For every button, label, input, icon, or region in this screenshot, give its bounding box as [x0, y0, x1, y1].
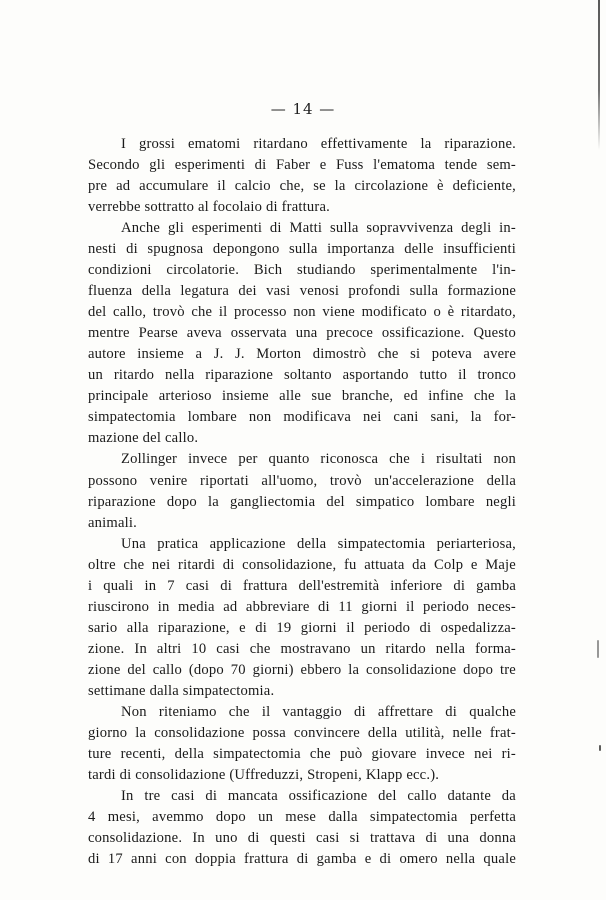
scan-speck — [597, 640, 599, 658]
text-line: simpatectomia lombare non modificava nei cani sani, la for- — [88, 409, 516, 426]
text-line: di 17 anni con doppia frattura di gamba e di omero nella quale — [88, 851, 516, 868]
text-line: mazione del callo. — [88, 430, 199, 447]
text-line: I grossi ematomi ritardano effettivamente la riparazione. — [121, 136, 516, 152]
text-line: zione del callo (dopo 70 giorni) ebbero la consolidazione dopo tre — [88, 661, 516, 678]
text-line: tardi di consolidazione (Uffreduzzi, Stropeni, Klapp ecc.). — [88, 766, 440, 783]
text-line: fluenza della legatura dei vasi venosi profondi sulla formazione — [88, 283, 516, 300]
text-line: nesti di spugnosa depongono sulla importanza delle insufficienti — [88, 241, 516, 258]
text-line: pre ad accumulare il calcio che, se la circolazione è deficiente, — [88, 178, 516, 195]
text-line: oltre che nei ritardi di consolidazione, fu attuata da Colp e Maje — [88, 556, 516, 573]
paragraph — [88, 786, 516, 870]
text-line: Secondo gli esperimenti di Faber e Fuss l'ematoma tende sem- — [88, 157, 516, 174]
scan-speck — [599, 745, 601, 751]
text-line: riuscirono in media ad abbreviare di 11 giorni il periodo neces- — [88, 598, 516, 615]
paragraph — [88, 702, 516, 786]
text-line: sario alla riparazione, e di 19 giorni il periodo di ospedalizza- — [88, 619, 516, 636]
paragraph — [88, 534, 516, 702]
page-edge-shadow — [598, 0, 600, 150]
text-line: verrebbe sottratto al focolaio di frattura. — [88, 199, 331, 216]
text-line: Zollinger invece per quanto riconosca che i risultati non — [121, 451, 516, 468]
text-line: Anche gli esperimenti di Matti sulla sopravvivenza degli in- — [121, 220, 516, 237]
text-line: i quali in 7 casi di frattura dell'estremità inferiore di gamba — [88, 577, 516, 594]
text-line: In tre casi di mancata ossificazione del callo datante da — [121, 787, 516, 804]
text-line: del callo, trovò che il processo non viene modificato o è ritardato, — [88, 304, 516, 321]
text-line: riparazione dopo la gangliectomia del simpatico lombare negli — [88, 493, 516, 510]
text-line: animali. — [88, 514, 138, 531]
text-line: ture recenti, della simpatectomia che può giovare invece nei ri- — [88, 745, 516, 762]
paragraph — [88, 134, 516, 218]
text-line: zione. In altri 10 casi che mostravano un ritardo nella forma- — [88, 640, 516, 657]
paragraph — [88, 218, 516, 449]
text-line: 4 mesi, avemmo dopo un mese dalla simpatectomia perfetta — [88, 809, 516, 825]
text-line: autore insieme a J. J. Morton dimostrò che si poteva avere — [88, 346, 516, 363]
body-text — [88, 134, 516, 870]
text-line: mentre Pearse aveva osservata una precoce ossificazione. Questo — [88, 325, 516, 342]
text-line: giorno la consolidazione possa convincere della utilità, nelle frat- — [88, 724, 516, 741]
text-line: un ritardo nella riparazione soltanto asportando tutto il tronco — [88, 367, 516, 384]
text-line: condizioni circolatorie. Bich studiando sperimentalmente l'in- — [88, 262, 516, 279]
text-line: Non riteniamo che il vantaggio di affrettare di qualche — [121, 703, 516, 720]
text-line: principale arterioso insieme alle sue branche, ed infine che la — [88, 388, 516, 405]
paragraph — [88, 449, 516, 533]
text-line: possono venire riportati all'uomo, trovò un'accelerazione della — [88, 472, 516, 489]
text-line: Una pratica applicazione della simpatectomia periarteriosa, — [121, 535, 516, 552]
page-number: — 14 — — [270, 100, 336, 118]
text-line: settimane dalla simpatectomia. — [88, 682, 275, 699]
text-line: consolidazione. In uno di questi casi si trattava di una donna — [88, 830, 516, 847]
